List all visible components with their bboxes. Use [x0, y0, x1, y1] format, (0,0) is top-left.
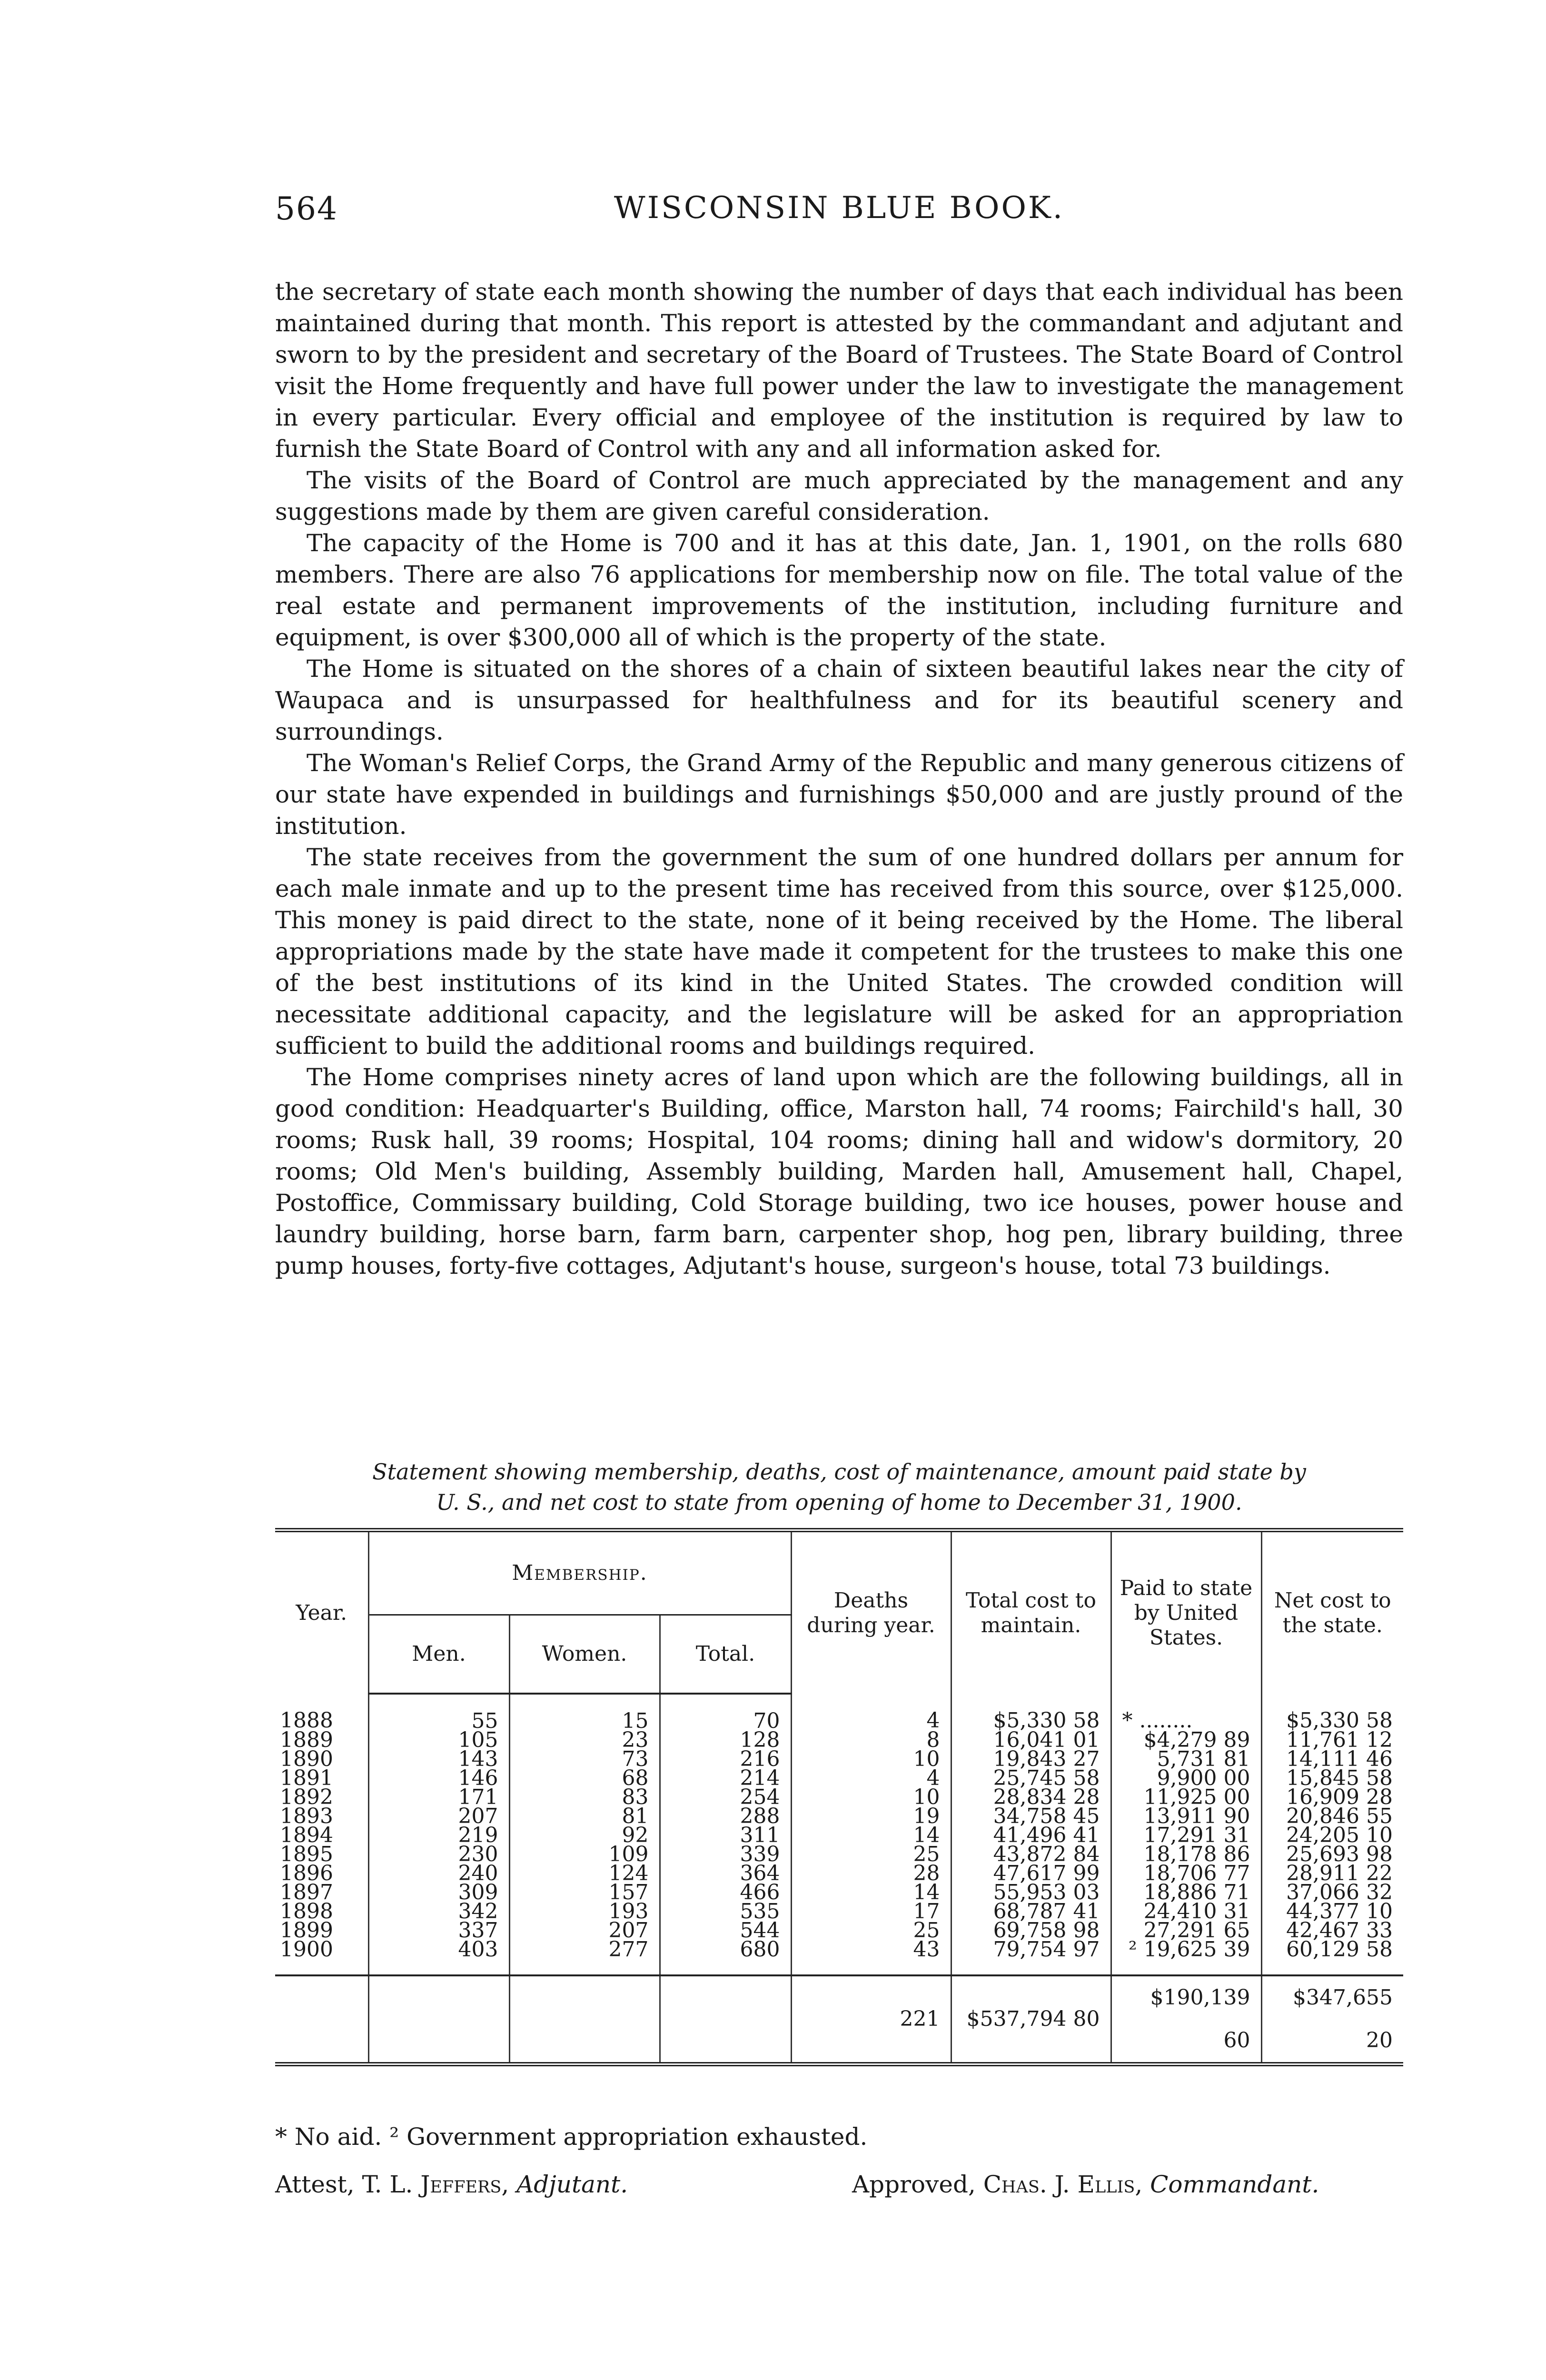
cell-deaths: 17 [791, 1902, 951, 1921]
cell-men: 240 [368, 1864, 509, 1883]
paragraph: The capacity of the Home is 700 and it has at this date, Jan. 1, 1901, on the rolls 680 members. There are also 76 applications for membership now on file. The total value of the real estate and permanent improvements of the institution, including furniture and equipment, is over $300,000 all of which is the property of the state. [275, 529, 1403, 651]
cell-men: 342 [368, 1902, 509, 1921]
cell-women: 207 [509, 1921, 660, 1940]
header-total: Total. [660, 1615, 791, 1694]
cell-men: 207 [368, 1807, 509, 1826]
cell-paid: * ........ [1111, 1694, 1261, 1731]
cell-total: 128 [660, 1731, 791, 1750]
cell-cost: 55,953 03 [951, 1883, 1111, 1902]
cell-cost: 28,834 28 [951, 1788, 1111, 1807]
cell-net: $5,330 58 [1286, 1708, 1393, 1733]
header-men: Men. [368, 1615, 509, 1694]
cell-total: 364 [660, 1864, 791, 1883]
cell-cost: 34,758 45 [951, 1807, 1111, 1826]
cell-paid: $4,279 89 [1111, 1731, 1261, 1750]
page-number: 564 [275, 190, 338, 227]
cell-total: 535 [660, 1902, 791, 1921]
cell-year: 1900 [275, 1940, 368, 1975]
cell-total: 214 [660, 1769, 791, 1788]
cell-women: 92 [509, 1826, 660, 1845]
cell-cost: 68,787 41 [951, 1902, 1111, 1921]
cell-paid: 5,731 81 [1111, 1750, 1261, 1769]
cell-empty [275, 1975, 368, 2064]
table-caption-line: U. S., and net cost to state from opening of home to December 31, 1900. [436, 1489, 1242, 1515]
cell-men: 171 [368, 1788, 509, 1807]
attest-title: Adjutant. [516, 2171, 628, 2198]
cell-year: 1899 [275, 1921, 368, 1940]
cell-year: 1896 [275, 1864, 368, 1883]
cell-men: 219 [368, 1826, 509, 1845]
cell-men: 105 [368, 1731, 509, 1750]
cell-total: 339 [660, 1845, 791, 1864]
cell-year: 1895 [275, 1845, 368, 1864]
header-net-cost: Net cost to the state. [1261, 1530, 1403, 1694]
cell-cost: 79,754 97 [951, 1940, 1111, 1975]
cell-year: 1890 [275, 1750, 368, 1769]
cell-women: 73 [509, 1750, 660, 1769]
cell-cost: 41,496 41 [951, 1826, 1111, 1845]
cell-paid: 27,291 65 [1111, 1921, 1261, 1940]
cell-empty [509, 1975, 660, 2064]
table-footnote: * No aid. ² Government appropriation exhausted. [275, 2123, 868, 2151]
cell-women: 81 [509, 1807, 660, 1826]
attest-name: T. L. Jeffers, [362, 2171, 509, 2198]
header-deaths: Deaths during year. [791, 1530, 951, 1694]
cell-paid: 24,410 31 [1111, 1902, 1261, 1921]
cell-net: 16,909 28 [1286, 1785, 1393, 1809]
cell-year: 1892 [275, 1788, 368, 1807]
paragraph: The visits of the Board of Control are much appreciated by the management and any suggestions made by them are given careful consideration. [275, 466, 1403, 526]
cell-year: 1894 [275, 1826, 368, 1845]
cell-total: 680 [660, 1940, 791, 1975]
approved-signature [852, 2171, 1319, 2198]
table-row [275, 1940, 1403, 1975]
cell-deaths: 28 [791, 1864, 951, 1883]
cell-deaths: 25 [791, 1845, 951, 1864]
approved-title: Commandant. [1150, 2171, 1319, 2198]
cell-paid: 17,291 31 [1111, 1826, 1261, 1845]
cell-net: 20,846 55 [1286, 1804, 1393, 1828]
cell-paid: 18,706 77 [1111, 1864, 1261, 1883]
total-cost: $537,794 80 [951, 1975, 1111, 2064]
cell-men: 230 [368, 1845, 509, 1864]
cell-cost: 43,872 84 [951, 1845, 1111, 1864]
cell-cost: 25,745 58 [951, 1769, 1111, 1788]
total-net: $347,655 20 [1261, 1975, 1403, 2064]
attest-signature [275, 2171, 628, 2198]
paragraph: The Woman's Relief Corps, the Grand Army of the Republic and many generous citizens of our state have expended in buildings and furnishings $50,000 and are justly pround of the institution. [275, 749, 1403, 840]
cell-total: 311 [660, 1826, 791, 1845]
cell-men: 143 [368, 1750, 509, 1769]
running-head: WISCONSIN BLUE BOOK. [614, 190, 1065, 226]
cell-net: 28,911 22 [1286, 1861, 1393, 1885]
header-membership: Membership. [368, 1530, 791, 1615]
cell-net: 15,845 58 [1286, 1766, 1393, 1790]
cell-women: 83 [509, 1788, 660, 1807]
paragraph: The state receives from the government the sum of one hundred dollars per annum for each male inmate and up to the present time has received from this source, over $125,000. This money is paid direct to the state, none of it being received by the Home. The liberal appropriations made by the state have made it competent for the trustees to make this one of the best institutions of its kind in the United States. The crowded condition will necessitate additional capacity, and the legislature will be asked for an appropriation sufficient to build the additional rooms and buildings required. [275, 843, 1403, 1060]
cell-women: 193 [509, 1902, 660, 1921]
cell-year: 1888 [275, 1694, 368, 1731]
cell-paid: 13,911 90 [1111, 1807, 1261, 1826]
cell-deaths: 14 [791, 1826, 951, 1845]
header-total-cost: Total cost to maintain. [951, 1530, 1111, 1694]
cell-empty [368, 1975, 509, 2064]
body-text [275, 276, 1403, 1281]
approved-name: Chas. J. Ellis, [983, 2171, 1143, 2198]
cell-deaths: 10 [791, 1788, 951, 1807]
cell-deaths: 10 [791, 1750, 951, 1769]
cell-men: 403 [368, 1940, 509, 1975]
cell-net: 14,111 46 [1286, 1747, 1393, 1771]
header-paid-by-us: Paid to state by United States. [1111, 1530, 1261, 1694]
cell-paid: 9,900 00 [1111, 1769, 1261, 1788]
cell-net: 37,066 32 [1286, 1880, 1393, 1904]
table-row [275, 1694, 1403, 1731]
cell-women: 277 [509, 1940, 660, 1975]
cell-women: 109 [509, 1845, 660, 1864]
cell-cost: $5,330 58 [951, 1694, 1111, 1731]
cell-deaths: 8 [791, 1731, 951, 1750]
total-deaths: 221 [791, 1975, 951, 2064]
cell-cost: 47,617 99 [951, 1864, 1111, 1883]
cell-paid: 18,886 71 [1111, 1883, 1261, 1902]
cell-year: 1893 [275, 1807, 368, 1826]
cell-year: 1897 [275, 1883, 368, 1902]
paragraph: the secretary of state each month showing the number of days that each individual has been maintained during that month. This report is attested by the commandant and adjutant and sworn to by the president and secretary of the Board of Trustees. The State Board of Control visit the Home frequently and have full power under the law to investigate the management in every particular. Every official and employee of the institution is required by law to furnish the State Board of Control with any and all information asked for. [275, 278, 1403, 463]
header-year: Year. [275, 1530, 368, 1694]
cell-men: 309 [368, 1883, 509, 1902]
cell-women: 157 [509, 1883, 660, 1902]
paragraph: The Home is situated on the shores of a chain of sixteen beautiful lakes near the city of Waupaca and is unsurpassed for healthfulness and for its beautiful scenery and surroundings. [275, 655, 1403, 745]
paragraph: The Home comprises ninety acres of land upon which are the following buildings, all in good condition: Headquarter's Building, office, Marston hall, 74 rooms; Fairchild's hall, 30 rooms; Rusk hall, 39 rooms; Hospital, 104 rooms; dining hall and widow's dormitory, 20 rooms; Old Men's building, Assembly building, Marden hall, Amusement hall, Chapel, Postoffice, Commissary building, Cold Storage building, two ice houses, power house and laundry building, horse barn, farm barn, carpenter shop, hog pen, library building, three pump houses, forty-five cottages, Adjutant's house, surgeon's house, total 73 buildings. [275, 1063, 1403, 1279]
cell-cost: 19,843 27 [951, 1750, 1111, 1769]
cell-total: 70 [660, 1694, 791, 1731]
cell-women: 23 [509, 1731, 660, 1750]
cell-deaths: 4 [791, 1694, 951, 1731]
cell-net: 25,693 98 [1286, 1842, 1393, 1866]
cell-paid: 18,178 86 [1111, 1845, 1261, 1864]
attest-label: Attest, [275, 2171, 355, 2198]
cell-men: 55 [368, 1694, 509, 1731]
cell-men: 146 [368, 1769, 509, 1788]
cell-empty [660, 1975, 791, 2064]
cell-deaths: 25 [791, 1921, 951, 1940]
cell-deaths: 14 [791, 1883, 951, 1902]
cell-cost: 16,041 01 [951, 1731, 1111, 1750]
totals-row [275, 1975, 1403, 2064]
cell-total: 544 [660, 1921, 791, 1940]
cell-net: 60,129 58 [1286, 1937, 1393, 1962]
table-caption-line: Statement showing membership, deaths, cost of maintenance, amount paid state by [372, 1459, 1306, 1485]
cell-cost: 69,758 98 [951, 1921, 1111, 1940]
membership-table [275, 1528, 1403, 2066]
cell-women: 124 [509, 1864, 660, 1883]
cell-net: 11,761 12 [1286, 1728, 1393, 1752]
cell-deaths: 43 [791, 1940, 951, 1975]
cell-total: 288 [660, 1807, 791, 1826]
header-women: Women. [509, 1615, 660, 1694]
cell-total: 466 [660, 1883, 791, 1902]
cell-deaths: 4 [791, 1769, 951, 1788]
page-header [275, 190, 1403, 243]
cell-year: 1891 [275, 1769, 368, 1788]
cell-deaths: 19 [791, 1807, 951, 1826]
cell-women: 68 [509, 1769, 660, 1788]
cell-net: 24,205 10 [1286, 1823, 1393, 1847]
cell-net: 42,467 33 [1286, 1918, 1393, 1943]
cell-year: 1889 [275, 1731, 368, 1750]
table-caption [275, 1457, 1403, 1517]
cell-total: 216 [660, 1750, 791, 1769]
cell-year: 1898 [275, 1902, 368, 1921]
total-paid: $190,139 60 [1111, 1975, 1261, 2064]
cell-women: 15 [509, 1694, 660, 1731]
cell-net: 44,377 10 [1286, 1899, 1393, 1924]
cell-paid: ² 19,625 39 [1111, 1940, 1261, 1975]
approved-label: Approved, [852, 2171, 976, 2198]
cell-paid: 11,925 00 [1111, 1788, 1261, 1807]
cell-men: 337 [368, 1921, 509, 1940]
cell-total: 254 [660, 1788, 791, 1807]
